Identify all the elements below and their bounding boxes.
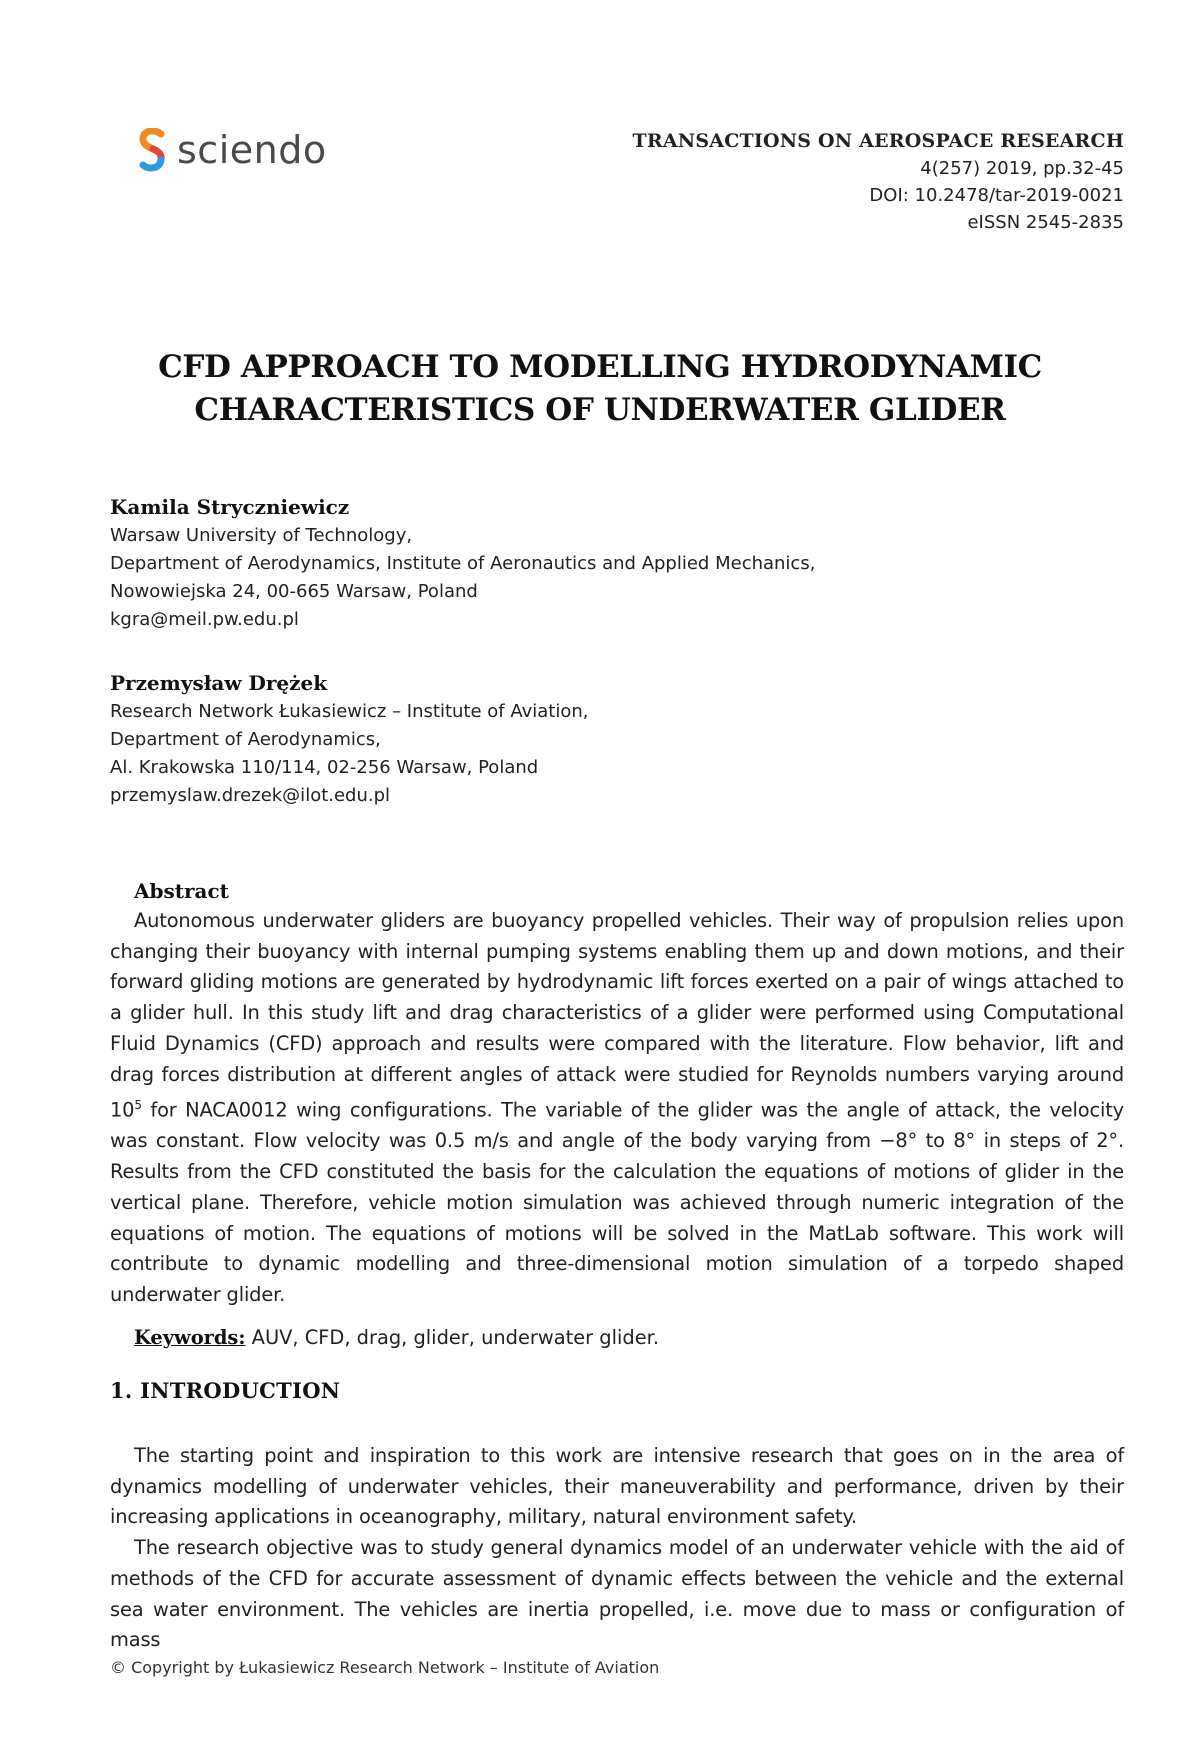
author-email[interactable]: przemyslaw.drezek@ilot.edu.pl: [110, 785, 391, 806]
keywords-list: AUV, CFD, drag, glider, underwater glider.: [245, 1325, 659, 1349]
author-address: Nowowiejska 24, 00-665 Warsaw, Poland: [110, 581, 478, 602]
journal-doi: DOI: 10.2478/tar-2019-0021: [869, 185, 1124, 206]
journal-name: TRANSACTIONS ON AEROSPACE RESEARCH: [632, 130, 1124, 152]
author-department: Department of Aerodynamics,: [110, 729, 381, 750]
abstract-section: [110, 876, 1124, 1353]
title-line-1: CFD APPROACH TO MODELLING HYDRODYNAMIC: [158, 349, 1042, 385]
keywords-line: [110, 1323, 1124, 1354]
author-affiliation: Warsaw University of Technology,: [110, 525, 413, 546]
intro-paragraph-1: The starting point and inspiration to this work are intensive research that goes on in the area of dynamics modelling of underwater vehicles, their maneuverability and performance, driven by their increasing applications in oceanography, military, natural environment safety.: [110, 1444, 1124, 1529]
introduction-section: [110, 1441, 1124, 1656]
author-address: Al. Krakowska 110/114, 02-256 Warsaw, Poland: [110, 757, 539, 778]
journal-eissn: eISSN 2545-2835: [967, 212, 1124, 233]
sciendo-s-logo-icon: [137, 128, 167, 172]
intro-paragraph-2: The research objective was to study general dynamics model of an underwater vehicle with the aid of methods of the CFD for accurate assessment of dynamic effects between the vehicle and the external sea water environment. The vehicles are inertia propelled, i.e. move due to mass or configuration of mass: [110, 1536, 1124, 1652]
author-block-2: [110, 668, 1010, 810]
author-email[interactable]: kgra@meil.pw.edu.pl: [110, 609, 299, 630]
section-heading-introduction: 1. INTRODUCTION: [110, 1378, 341, 1403]
title-line-2: CHARACTERISTICS OF UNDERWATER GLIDER: [194, 392, 1006, 428]
copyright-footer: © Copyright by Łukasiewicz Research Network – Institute of Aviation: [110, 1658, 660, 1677]
abstract-text-part-1: Autonomous underwater gliders are buoyancy propelled vehicles. Their way of propulsion relies upon changing their buoyancy with internal pumping systems enabling them up and down motions, and their forward gliding motions are generated by hydrodynamic lift forces exerted on a pair of wings attached to a glider hull. In this study lift and drag characteristics of a glider were performed using Computational Fluid Dynamics (CFD) approach and results were compared with the literature. Flow behavior, lift and drag forces distribution at different angles of attack were studied for Reynolds numbers varying around 10: [110, 909, 1124, 1122]
publisher-logo: [137, 128, 327, 172]
author-block-1: [110, 492, 1010, 634]
keywords-label: Keywords:: [134, 1325, 246, 1349]
exponent-superscript: 5: [134, 1098, 142, 1113]
author-name: Kamila Stryczniewicz: [110, 495, 350, 519]
journal-info: [633, 128, 1124, 236]
abstract-heading: Abstract: [134, 879, 229, 903]
journal-issue: 4(257) 2019, pp.32-45: [920, 158, 1124, 179]
author-name: Przemysław Drężek: [110, 671, 328, 695]
logo-wordmark: sciendo: [177, 128, 327, 172]
paper-title: [100, 346, 1100, 432]
author-department: Department of Aerodynamics, Institute of Aeronautics and Applied Mechanics,: [110, 553, 816, 574]
author-affiliation: Research Network Łukasiewicz – Institute of Aviation,: [110, 701, 589, 722]
abstract-text-part-2: for NACA0012 wing configurations. The variable of the glider was the angle of attack, the velocity was constant. Flow velocity was 0.5 m/s and angle of the body varying from −8° to 8° in steps of 2°. Results from the CFD constituted the basis for the calculation the equations of motions of glider in the vertical plane. Therefore, vehicle motion simulation was achieved through numeric integration of the equations of motion. The equations of motions will be solved in the MatLab software. This work will contribute to dynamic modelling and three-dimensional motion simulation of a torpedo shaped underwater glider.: [110, 1098, 1124, 1306]
abstract-text: [110, 906, 1124, 1311]
